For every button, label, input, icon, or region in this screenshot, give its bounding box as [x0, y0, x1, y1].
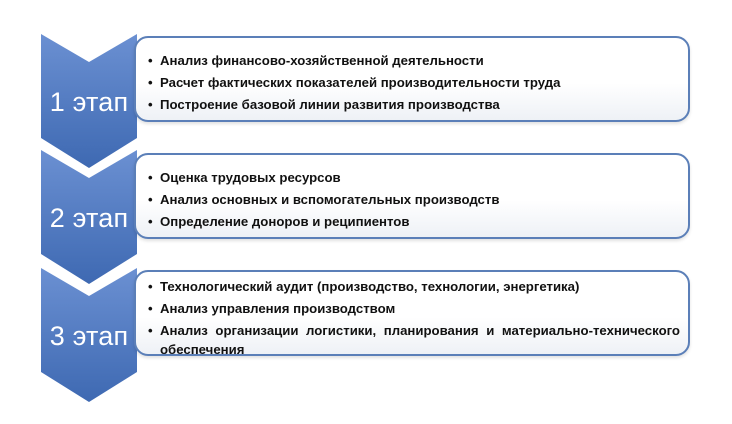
bullet-icon: •: [148, 53, 153, 68]
list-item: • Построение базовой линии развития производства: [148, 96, 680, 115]
list-item: • Анализ организации логистики, планирования и материально-технического обеспечения: [148, 323, 680, 357]
stage-2-box: [134, 153, 690, 239]
stage-1-label: 1 этап: [49, 87, 129, 117]
bullet-icon: •: [148, 301, 153, 317]
stage-3-list: [148, 278, 680, 359]
stage-1-box: [134, 36, 690, 122]
list-item: • Технологический аудит (производство, технологии, энергетика): [148, 278, 680, 297]
bullet-icon: •: [148, 214, 153, 230]
list-item: • Анализ финансово-хозяйственной деятельности: [148, 52, 680, 71]
bullet-icon: •: [148, 192, 153, 208]
bullet-icon: •: [148, 323, 153, 339]
bullet-icon: •: [148, 97, 153, 113]
list-item: • Определение доноров и реципиентов: [148, 213, 680, 232]
list-item: • Анализ основных и вспомогательных производств: [148, 191, 680, 210]
list-item: • Расчет фактических показателей производительности труда: [148, 74, 680, 93]
stage-1-list: [148, 52, 680, 118]
stage-2-label: 2 этап: [49, 203, 129, 233]
stage-3-label: 3 этап: [49, 321, 129, 351]
stage-2-list: [148, 169, 680, 235]
stage-3-box: [134, 270, 690, 356]
list-item: • Оценка трудовых ресурсов: [148, 169, 680, 188]
list-item: • Анализ управления производством: [148, 300, 680, 319]
bullet-icon: •: [148, 170, 153, 185]
bullet-icon: •: [148, 279, 153, 294]
bullet-icon: •: [148, 75, 153, 91]
